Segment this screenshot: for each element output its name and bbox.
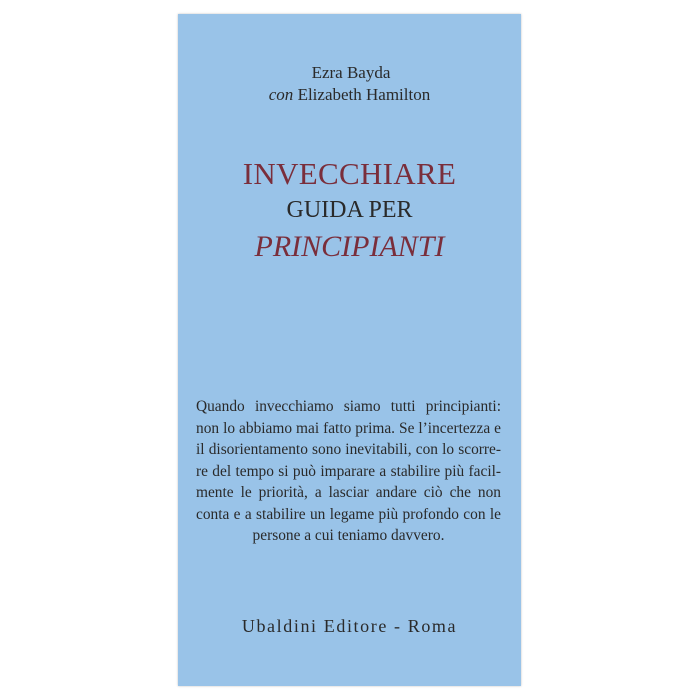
coauthor-name: Elizabeth Hamilton bbox=[297, 85, 431, 104]
cover-blurb bbox=[196, 396, 501, 547]
author-name: Ezra Bayda bbox=[311, 63, 391, 82]
title-line-1: INVECCHIARE bbox=[242, 156, 457, 191]
blurb-line: Quando invecchiamo siamo tutti principianti: bbox=[196, 398, 501, 415]
blurb-line: il disorientamento sono inevitabili, con lo scorre- bbox=[196, 441, 501, 458]
coauthor-line bbox=[178, 84, 521, 106]
title-line-3: PRINCIPIANTI bbox=[254, 230, 445, 263]
blurb-line: re del tempo si può imparare a stabilire più facil- bbox=[196, 462, 501, 480]
publisher-imprint: Ubaldini Editore - Roma bbox=[241, 616, 458, 636]
book-cover bbox=[178, 14, 521, 686]
blurb-line: mente le priorità, a lasciar andare ciò che non bbox=[196, 484, 501, 501]
blurb-line: non lo abbiamo mai fatto prima. Se l’incertezza e bbox=[196, 419, 501, 437]
blurb-line: persone a cui teniamo davvero. bbox=[252, 527, 445, 544]
blurb-line: conta e a stabilire un legame più profondo con le bbox=[196, 505, 501, 523]
coauthor-prefix: con bbox=[268, 85, 294, 104]
book-title bbox=[178, 157, 521, 265]
author-block bbox=[178, 62, 521, 106]
title-line-2: GUIDA PER bbox=[286, 197, 413, 223]
